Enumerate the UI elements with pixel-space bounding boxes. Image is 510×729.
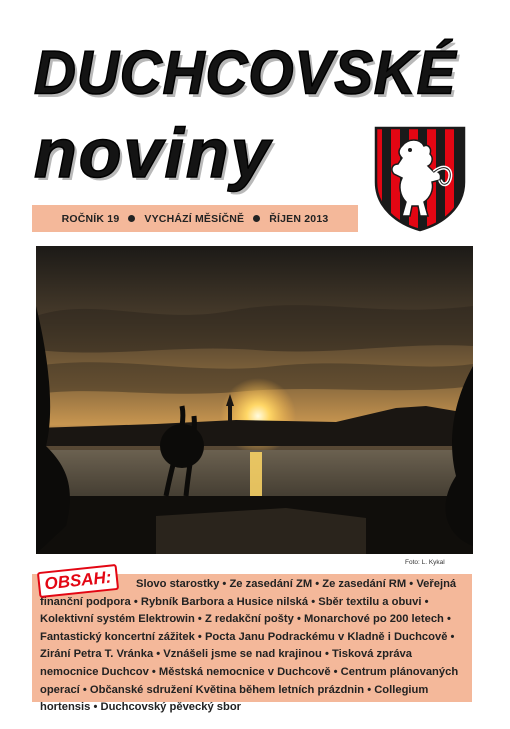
masthead-title-line1: DUCHCOVSKÉ [34, 39, 457, 108]
issue-frequency: VYCHÁZÍ MĚSÍČNĚ [144, 212, 245, 225]
photo-credit: Foto: L. Kykal [405, 559, 445, 566]
lion-shield-icon [372, 124, 468, 234]
bullet-icon [253, 215, 260, 222]
issue-volume: ROČNÍK 19 [61, 212, 120, 225]
sunset-photo [36, 246, 473, 554]
contents-list: Slovo starostky • Ze zasedání ZM • Ze zasedání RM • Veřejná finanční podpora • Rybník Barbora a Husice nilská • Sběr textilu a obuvi • Kolektivní systém Elektrowin • Z redakční pošty • Monarchové po 200 letech • Fantastický koncertní zážitek • Pocta Janu Podrackému v Kladně i Duchcově • Zirání Petra T. Vránka • Vznášeli jsme se nad krajinou • Tisková zpráva nemocnice Duchcov • Městská nemocnice v Duchcově • Centrum plánovaných operací • Občanské sdružení Květina během letních prázdnin • Collegium hortensis • Duchcovský pěvecký sbor [40, 578, 459, 714]
issue-date: ŘÍJEN 2013 [269, 212, 329, 225]
contents-badge: OBSAH: [37, 564, 119, 598]
bullet-icon [128, 215, 135, 222]
masthead-title-line2: noviny [34, 114, 272, 192]
issue-info-bar [32, 205, 358, 232]
